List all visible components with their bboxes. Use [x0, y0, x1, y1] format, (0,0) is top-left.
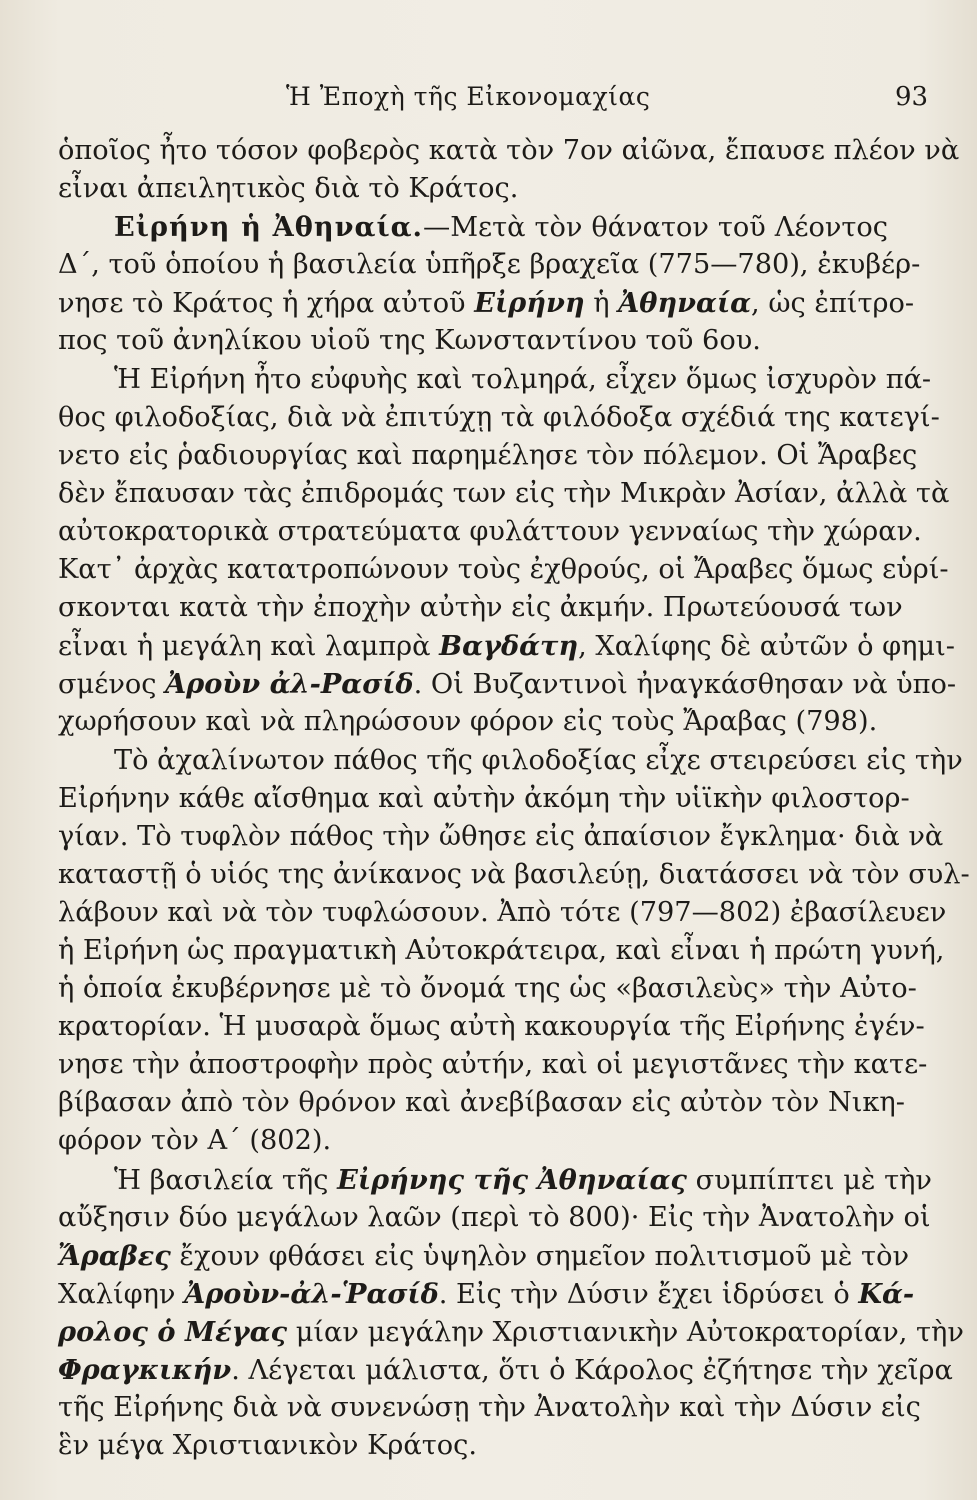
text-segment: δὲν ἔπαυσαν τὰς ἐπιδρομάς των εἰς τὴν Μικρὰν Ἀσίαν, ἀλλὰ τὰ [58, 477, 950, 509]
text-line [58, 322, 888, 360]
text-segment: σμένος [58, 669, 166, 701]
text-segment: ἔχουν φθάσει εἰς ὑψηλὸν σημεῖον πολιτισμοῦ μὲ τὸν [170, 1240, 909, 1272]
page-number: 93 [895, 82, 929, 112]
text-line [58, 627, 955, 665]
text-line [58, 1199, 931, 1237]
text-segment: εἶναι ἀπειλητικὸς διὰ τὸ Κράτος. [58, 173, 519, 205]
text-line [58, 1161, 932, 1199]
text-segment: εἶναι ἡ μεγάλη καὶ λαμπρὰ [58, 631, 440, 663]
text-line [58, 1046, 928, 1084]
text-segment: ἡ [584, 288, 619, 320]
text-segment: Ἡ Εἰρήνη ἦτο εὐφυὴς καὶ τολμηρά, εἶχεν ὅμως ἰσχυρὸν πά- [114, 363, 932, 395]
text-segment: λάβουν καὶ νὰ τὸν τυφλώσουν. Ἀπὸ τότε (797—802) ἐβασίλευεν [58, 896, 947, 928]
text-line [58, 818, 944, 856]
text-segment: μίαν μεγάλην Χριστιανικὴν Αὐτοκρατορίαν, τὴν [287, 1316, 964, 1348]
text-line [58, 170, 888, 208]
text-line [58, 932, 945, 970]
text-line [58, 1275, 915, 1313]
text-line [58, 589, 903, 627]
emphasized-name: Εἰρήνης τῆς Ἀθηναίας [337, 1163, 687, 1196]
text-segment: σκονται κατὰ τὴν ἐποχὴν αὐτὴν εἰς ἀκμήν. Πρωτεύουσά των [58, 592, 903, 624]
running-title: Ἡ Ἐποχὴ τῆς Εἰκονομαχίας [286, 82, 651, 111]
text-line [58, 246, 921, 284]
text-line [58, 1389, 921, 1427]
text-line [58, 856, 970, 894]
text-line [58, 475, 950, 513]
text-segment: γίαν. Τὸ τυφλὸν πάθος τὴν ὤθησε εἰς ἀπαίσιον ἔγκλημα· διὰ νὰ [58, 820, 944, 852]
text-segment: , ὡς ἐπίτρο- [751, 288, 915, 320]
text-segment: νησε τὴν ἀποστροφὴν πρὸς αὐτήν, καὶ οἱ μεγιστᾶνες τὴν κατε- [58, 1049, 928, 1081]
text-line [58, 399, 940, 437]
emphasized-name: Εἰρήνη [474, 287, 585, 320]
text-segment: Ἡ βασιλεία τῆς [114, 1164, 338, 1196]
text-line [58, 1351, 953, 1389]
text-segment: ἓν μέγα Χριστιανικὸν Κράτος. [58, 1430, 478, 1462]
text-line [58, 894, 947, 932]
text-line [58, 1237, 909, 1275]
text-segment: καταστῇ ὁ υἱός της ἀνίκανος νὰ βασιλεύῃ, διατάσσει νὰ τὸν συλ- [58, 858, 970, 890]
text-line [58, 208, 888, 246]
section-heading: Εἰρήνη ἡ Ἀθηναία. [114, 211, 423, 244]
text-line [58, 132, 960, 170]
emphasized-name: Φραγκικήν [58, 1354, 232, 1386]
text-line [58, 1008, 925, 1046]
page-header [0, 82, 977, 118]
text-line [58, 284, 915, 322]
text-line [58, 665, 957, 703]
emphasized-name: Ἀροὺν ἀλ-Ρασίδ [165, 668, 414, 701]
text-segment: συμπίπτει μὲ τὴν [686, 1164, 932, 1196]
text-segment: αὔξησιν δύο μεγάλων λαῶν (περὶ τὸ 800)· Εἰς τὴν Ἀνατολὴν οἱ [58, 1201, 931, 1233]
text-segment: νετο εἰς ῥαδιουργίας καὶ παρημέλησε τὸν πόλεμον. Οἱ Ἄραβες [58, 439, 918, 471]
text-segment: αὐτοκρατορικὰ στρατεύματα φυλάττουν γενναίως τὴν χώραν. [58, 515, 922, 547]
text-segment: ἡ ὁποία ἐκυβέρνησε μὲ τὸ ὄνομά της ὡς «βασιλεὺς» τὴν Αὐτο- [58, 973, 917, 1005]
text-line [58, 703, 888, 741]
text-segment: Δ΄, τοῦ ὁποίου ἡ βασιλεία ὑπῆρξε βραχεῖα (775—780), ἐκυβέρ- [58, 249, 921, 281]
text-segment: , Χαλίφης δὲ αὐτῶν ὁ φημι- [578, 631, 955, 663]
text-segment: τῆς Εἰρήνης διὰ νὰ συνενώσῃ τὴν Ἀνατολὴν καὶ τὴν Δύσιν εἰς [58, 1392, 921, 1424]
text-segment: Χαλίφην [58, 1278, 185, 1310]
text-line [58, 1122, 888, 1160]
text-segment: πος τοῦ ἀνηλίκου υἱοῦ της Κωνσταντίνου τοῦ 6ου. [58, 325, 761, 357]
emphasized-name: ρολος ὁ Μέγας [58, 1315, 288, 1348]
text-line [58, 1313, 964, 1351]
text-line [58, 1084, 905, 1122]
text-segment: Τὸ ἀχαλίνωτον πάθος τῆς φιλοδοξίας εἶχε στειρεύσει εἰς τὴν [114, 744, 963, 776]
text-segment: Εἰρήνην κάθε αἴσθημα καὶ αὐτὴν ἀκόμη τὴν υἱϊκὴν φιλοστορ- [58, 782, 910, 814]
text-segment: . Εἰς τὴν Δύσιν ἔχει ἱδρύσει ὁ [438, 1278, 859, 1310]
text-segment: —Μετὰ τὸν θάνατον τοῦ Λέοντος [423, 212, 888, 244]
text-segment: ἡ Εἰρήνη ὡς πραγματικὴ Αὐτοκράτειρα, καὶ εἶναι ἡ πρώτη γυνή, [58, 934, 945, 966]
text-segment: βίβασαν ἀπὸ τὸν θρόνον καὶ ἀνεβίβασαν εἰς αὐτὸν τὸν Νικη- [58, 1087, 905, 1119]
text-segment: χωρήσουν καὶ νὰ πληρώσουν φόρον εἰς τοὺς Ἄραβας (798). [58, 706, 878, 738]
text-line [58, 361, 932, 399]
text-segment: φόρον τὸν Α΄ (802). [58, 1125, 332, 1157]
text-segment: . Οἱ Βυζαντινοὶ ἠναγκάσθησαν νὰ ὑπο- [413, 669, 957, 701]
text-segment: κρατορίαν. Ἡ μυσαρὰ ὅμως αὐτὴ κακουργία τῆς Εἰρήνης ἐγέν- [58, 1011, 925, 1043]
emphasized-name: Ἀθηναία [618, 287, 752, 320]
text-segment: ὁποῖος ἦτο τόσον φοβερὸς κατὰ τὸν 7ον αἰῶνα, ἔπαυσε πλέον νὰ [58, 135, 960, 166]
text-line [58, 780, 910, 818]
emphasized-name: Βαγδάτη [439, 630, 579, 663]
text-segment: . Λέγεται μάλιστα, ὅτι ὁ Κάρολος ἐζήτησε τὴν χεῖρα [231, 1355, 953, 1386]
text-line [58, 513, 922, 551]
text-line [58, 1427, 888, 1465]
text-line [58, 551, 949, 589]
text-segment: Κατ᾽ ἀρχὰς κατατροπώνουν τοὺς ἐχθρούς, οἱ Ἄραβες ὅμως εὑρί- [58, 554, 949, 586]
body-text [58, 132, 970, 1465]
text-line [58, 437, 918, 475]
text-line [58, 742, 963, 780]
emphasized-name: Ἄραβες [58, 1239, 171, 1272]
text-segment: θος φιλοδοξίας, διὰ νὰ ἐπιτύχῃ τὰ φιλόδοξα σχέδιά της κατεγί- [58, 401, 940, 433]
emphasized-name: Ἀροὺν-ἀλ-Ῥασίδ [184, 1277, 439, 1310]
emphasized-name: Κά- [858, 1277, 915, 1310]
text-segment: νησε τὸ Κράτος ἡ χήρα αὐτοῦ [58, 288, 475, 320]
text-line [58, 970, 917, 1008]
